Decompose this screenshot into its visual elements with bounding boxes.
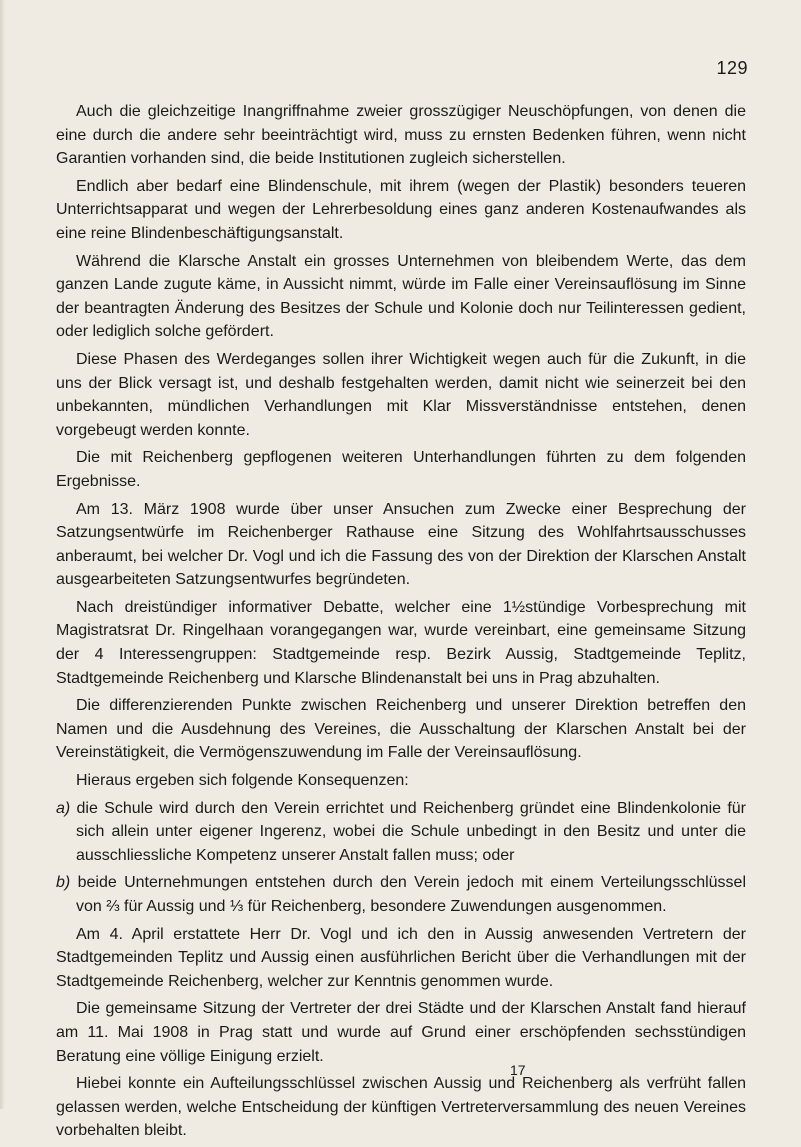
paragraph: Die gemeinsame Sitzung der Vertreter der drei Städte und der Klarschen Anstalt fand hierauf am 11. Mai 1908 in Prag statt und wurde auf Grund einer erschöpfenden sechsstündigen Beratung eine völlige Einigung erzielt.	[56, 1000, 746, 1065]
paragraph: Am 4. April erstattete Herr Dr. Vogl und ich den in Aussig anwesenden Vertretern der Stadtgemeinden Teplitz und Aussig einen ausführlichen Bericht über die Verhandlungen mit der Stadtgemeinde Reichenberg, welcher zur Kenntnis genommen wurde.	[56, 925, 746, 990]
paragraph: Die mit Reichenberg gepflogenen weiteren Unterhandlungen führten zu dem folgenden Ergebnisse.	[56, 449, 746, 490]
list-marker: b)	[56, 874, 71, 892]
list-item-text: die Schule wird durch den Verein errichtet und Reichenberg gründet eine Blindenkolonie für sich allein unter eigener Ingerenz, wobei die Schule unbedingt in den Besitz und unter die ausschliessliche Kompetenz unserer Anstalt fallen muss; oder	[76, 799, 746, 864]
paragraph: Hieraus ergeben sich folgende Konsequenzen:	[76, 772, 409, 790]
paragraph: Auch die gleichzeitige Inangriffnahme zweier grosszügiger Neuschöpfungen, von denen die eine durch die andere sehr beeinträchtigt wird, muss zu ernsten Bedenken führen, wenn nicht Garantien vorhanden sind, die beide Institutionen zugleich sicherstellen.	[56, 103, 746, 168]
list-item	[56, 797, 746, 868]
page-edge-shadow	[0, 0, 5, 1109]
list-item-text: beide Unternehmungen entstehen durch den Verein jedoch mit einem Verteilungsschlüssel von ⅔ für Aussig und ⅓ für Reichenberg, besondere Zuwendungen ausgenommen.	[76, 874, 746, 915]
list-item	[56, 871, 746, 918]
paragraph: Diese Phasen des Werdeganges sollen ihrer Wichtigkeit wegen auch für die Zukunft, in die uns der Blick versagt ist, und deshalb festgehalten werden, damit nicht wie seinerzeit bei den unbekannten, mündlichen Verhandlungen mit Klar Missverständnisse entstehen, denen vorgebeugt werden konnte.	[56, 350, 746, 439]
paragraph: Am 13. März 1908 wurde über unser Ansuchen zum Zwecke einer Besprechung der Satzungsentwürfe im Reichenberger Rathause eine Sitzung des Wohlfahrtsausschusses anberaumt, bei welcher Dr. Vogl und ich die Fassung des von der Direktion der Klarschen Anstalt ausgearbeiteten Satzungsentwurfes begründeten.	[56, 500, 746, 589]
paragraph: Während die Klarsche Anstalt ein grosses Unternehmen von bleibendem Werte, das dem ganzen Lande zugute käme, in Aussicht nimmt, würde im Falle einer Vereinsauflösung im Sinne der beantragten Änderung des Besitzes der Schule und Kolonie doch nur Teilinteressen gedient, oder lediglich solche gefördert.	[56, 252, 746, 341]
paragraph: Die differenzierenden Punkte zwischen Reichenberg und unserer Direktion betreffen den Namen und die Ausdehnung des Vereines, die Ausschaltung der Klarschen Anstalt bei der Vereinstätigkeit, die Vermögenszuwendung im Falle der Vereinsauflösung.	[56, 697, 746, 762]
list-marker: a)	[56, 799, 71, 817]
paragraph: Hiebei konnte ein Aufteilungsschlüssel zwischen Aussig und Reichenberg als verfrüht fallen gelassen werden, welche Entscheidung der künftigen Vertreterversammlung des neuen Vereines vorbehalten bleibt.	[56, 1075, 746, 1140]
paragraph: Endlich aber bedarf eine Blindenschule, mit ihrem (wegen der Plastik) besonders teueren Unterrichtsapparat und wegen der Lehrerbesoldung eines ganz anderen Kostenaufwandes als eine reine Blindenbeschäftigungsanstalt.	[56, 177, 746, 242]
paragraph: Nach dreistündiger informativer Debatte, welcher eine 1½stündige Vorbesprechung mit Magistratsrat Dr. Ringelhaan vorangegangen war, wurde vereinbart, eine gemeinsame Sitzung der 4 Interessengruppen: Stadtgemeinde resp. Bezirk Aussig, Stadtgemeinde Teplitz, Stadtgemeinde Reichenberg und Klarsche Blindenanstalt bei uns in Prag abzuhalten.	[56, 598, 746, 687]
body-text	[56, 100, 746, 1147]
signature-mark: 17	[510, 1062, 526, 1078]
page-number: 129	[716, 58, 748, 78]
